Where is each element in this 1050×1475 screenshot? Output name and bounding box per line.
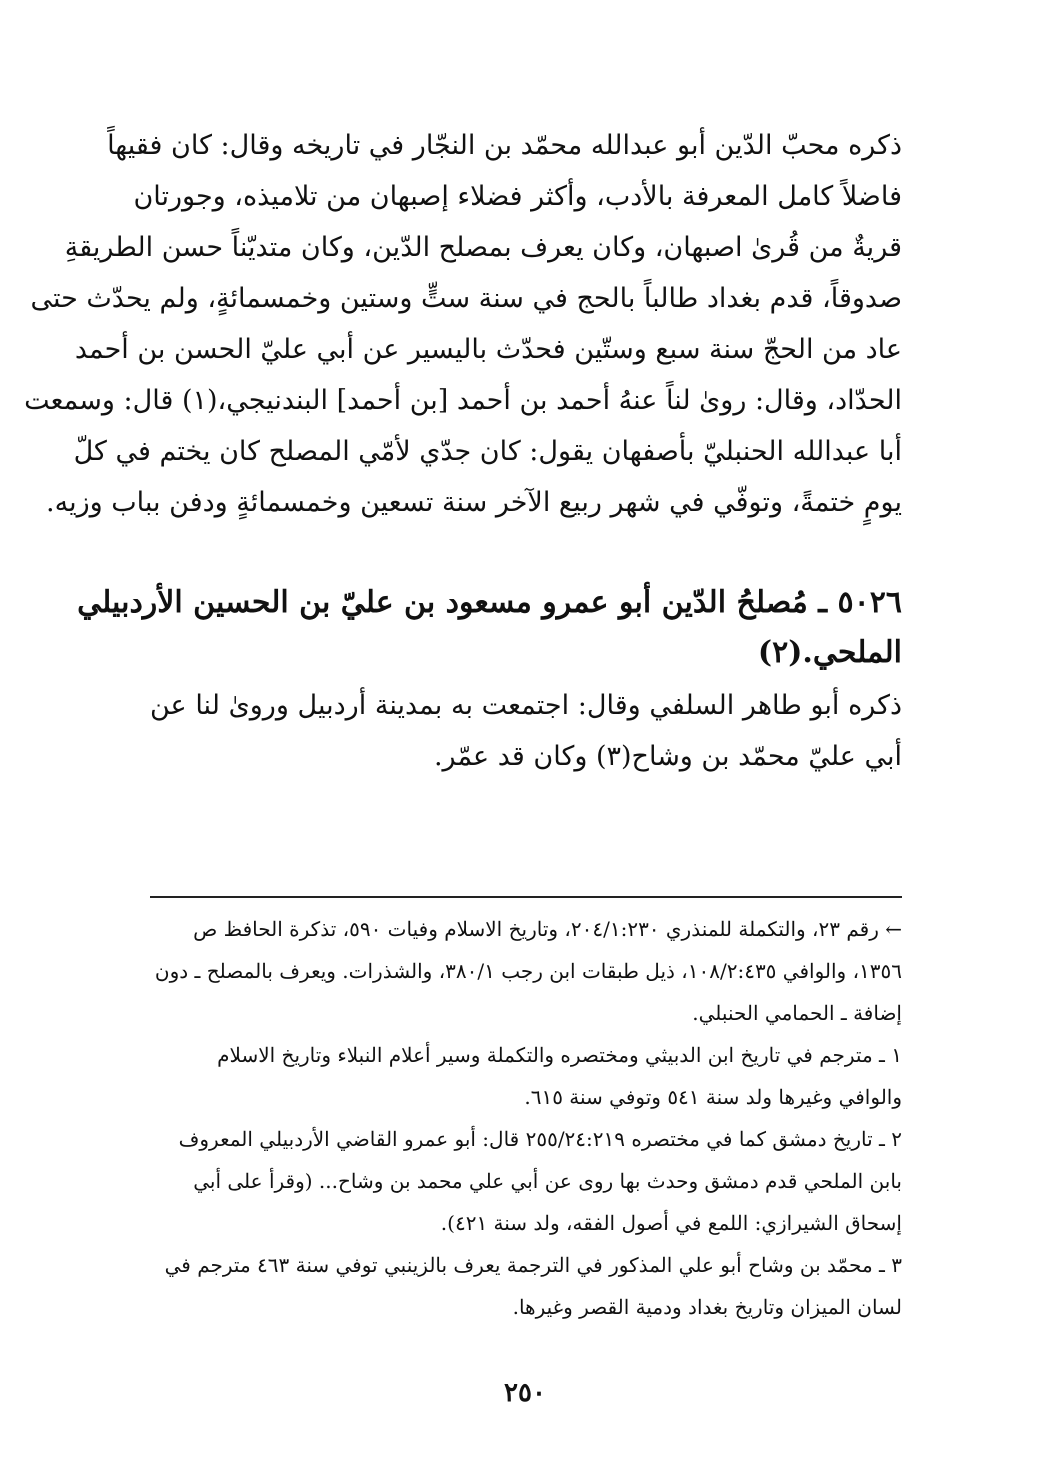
footnote-1: ١ ـ مترجم في تاريخ ابن الدبيثي ومختصره والتكملة وسير أعلام النبلاء وتاريخ الاسلام والوافي وغيرها ولد سنة ٥٤١ وتوفي سنة ٦١٥.	[217, 1043, 902, 1109]
text-line: قريةٌ من قُرىٰ اصبهان، وكان يعرف بمصلح الدّين، وكان متديّناً حسن الطريقةِ	[64, 232, 902, 263]
text-line: أبا عبدالله الحنبليّ بأصفهان يقول: كان جدّي لأمّي المصلح كان يختم في كلّ	[73, 436, 902, 467]
entry-heading-line: ٥٠٢٦ ـ مُصلحُ الدّين أبو عمرو مسعود بن عليّ بن الحسين الأردبيلي	[77, 585, 902, 620]
footnote-2: ٢ ـ تاريخ دمشق كما في مختصره ٢٥٥/٢٤:٢١٩ قال: أبو عمرو القاضي الأردبيلي المعروف بابن الملحي قدم دمشق وحدث بها روى عن أبي علي محمد بن وشاح... (وقرأ على أبي إسحاق الشيرازي: اللمع في أصول الفقه، ولد سنة ٤٢١).	[178, 1127, 902, 1235]
page-number: ٢٥٠	[504, 1378, 546, 1408]
text-line: ذكره محبّ الدّين أبو عبدالله محمّد بن النجّار في تاريخه وقال: كان فقيهاً	[107, 130, 902, 161]
text-line: أبي عليّ محمّد بن وشاح(٣) وكان قد عمّر.	[433, 741, 902, 772]
entry-body-paragraph	[150, 680, 902, 782]
text-line: عاد من الحجّ سنة سبع وستّين فحدّث باليسير عن أبي عليّ الحسن بن أحمد	[74, 334, 902, 365]
text-line: الحدّاد، وقال: روىٰ لناً عنهُ أحمد بن أحمد [بن أحمد] البندنيجي،(١) قال: وسمعت	[24, 385, 902, 416]
text-line: ذكره أبو طاهر السلفي وقال: اجتمعت به بمدينة أردبيل وروىٰ لنا عن	[150, 690, 902, 721]
text-line: فاضلاً كامل المعرفة بالأدب، وأكثر فضلاء إصبهان من تلاميذه، وجورتان	[133, 181, 902, 212]
text-line: يومٍ ختمةً، وتوفّي في شهر ربيع الآخر سنة تسعين وخمسمائةٍ ودفن بباب وزيه.	[46, 487, 902, 518]
biography-entry-paragraph	[24, 120, 902, 528]
footnotes-section	[150, 908, 902, 1328]
entry-heading-line: الملحي.(٢)	[757, 635, 902, 670]
footnote-continuation: ← رقم ٢٣، والتكملة للمنذري ٢٠٤/١:٢٣٠، وتاريخ الاسلام وفيات ٥٩٠، تذكرة الحافظ ص ١٣٥٦، والوافي ١٠٨/٢:٤٣٥، ذيل طبقات ابن رجب ٣٨٠/١، والشذرات. ويعرف بالمصلح ـ دون إضافة ـ الحمامي الحنبلي.	[154, 917, 902, 1025]
entry-heading	[77, 578, 902, 678]
footnote-separator	[150, 896, 902, 898]
footnote-3: ٣ ـ محمّد بن وشاح أبو علي المذكور في الترجمة يعرف بالزينبي توفي سنة ٤٦٣ مترجم في لسان الميزان وتاريخ بغداد ودمية القصر وغيرها.	[164, 1253, 902, 1319]
text-line: صدوقاً، قدم بغداد طالباً بالحج في سنة ستٍّ وستين وخمسمائةٍ، ولم يحدّث حتى	[30, 283, 902, 314]
